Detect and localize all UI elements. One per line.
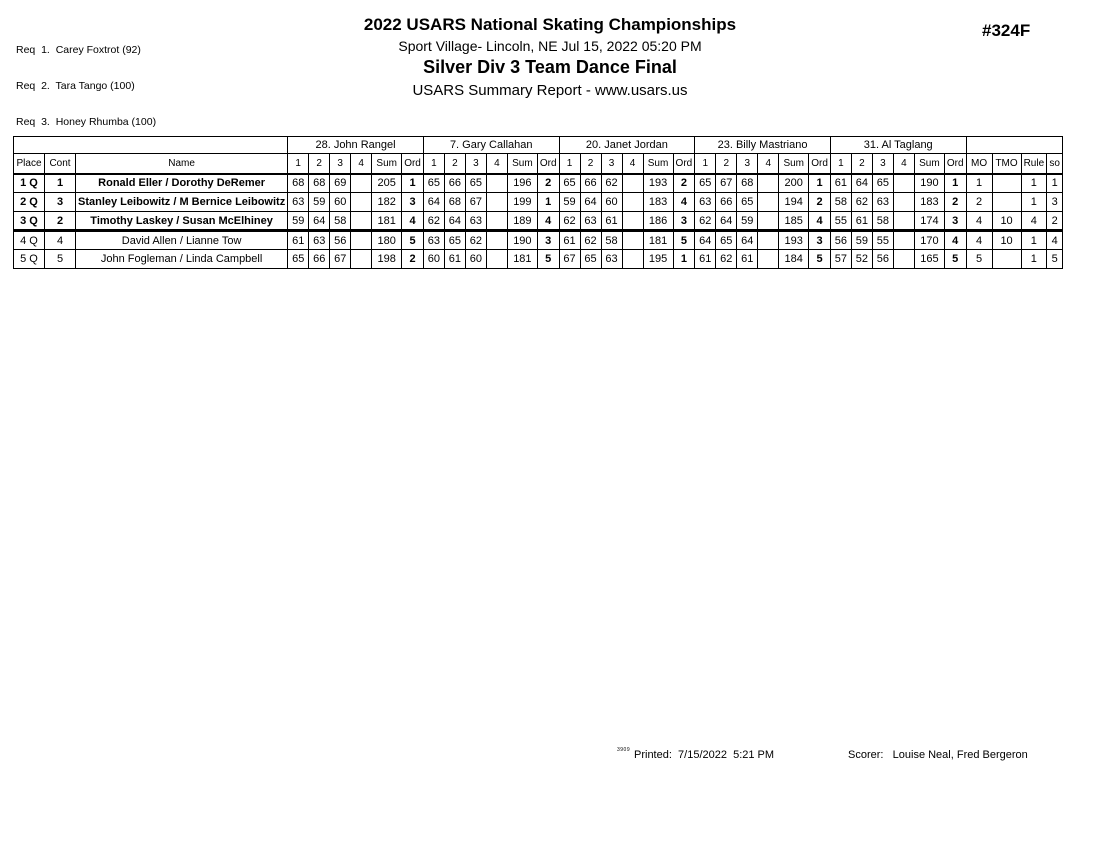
score-cell: 64 [695,231,716,250]
result-row [14,212,1063,231]
ordinal-cell: 5 [537,250,559,269]
sum-cell: 196 [507,174,537,193]
score-cell: 59 [737,212,758,231]
sum-cell: 190 [914,174,944,193]
column-header-cont: Cont [45,154,76,174]
column-header-sum: Sum [914,154,944,174]
column-header-3: 3 [465,154,486,174]
score-cell: 62 [716,250,737,269]
place-cell: 2 Q [14,193,45,212]
sum-cell: 182 [372,193,402,212]
tmo-cell [992,250,1021,269]
score-cell: 68 [737,174,758,193]
ordinal-cell: 4 [402,212,424,231]
score-cell: 58 [330,212,351,231]
score-cell: 65 [580,250,601,269]
score-cell [351,212,372,231]
score-cell [351,231,372,250]
score-cell: 66 [309,250,330,269]
tmo-cell [992,193,1021,212]
score-cell: 52 [851,250,872,269]
score-cell: 64 [423,193,444,212]
place-cell: 4 Q [14,231,45,250]
score-cell: 65 [423,174,444,193]
score-cell: 63 [465,212,486,231]
score-cell [622,193,643,212]
score-cell: 59 [851,231,872,250]
score-cell: 62 [559,212,580,231]
sum-cell: 199 [507,193,537,212]
score-cell: 67 [465,193,486,212]
ordinal-cell: 4 [809,212,831,231]
score-cell: 56 [872,250,893,269]
column-header-3: 3 [737,154,758,174]
requirement-line: Req 1. Carey Foxtrot (92) [16,44,141,56]
score-cell: 64 [309,212,330,231]
so-cell: 2 [1047,212,1063,231]
cont-cell: 3 [45,193,76,212]
rule-cell: 1 [1021,250,1047,269]
sum-cell: 200 [779,174,809,193]
score-cell: 56 [830,231,851,250]
judge-header-row [14,137,1063,154]
ordinal-cell: 4 [537,212,559,231]
score-cell: 55 [830,212,851,231]
score-cell: 60 [465,250,486,269]
cont-cell: 5 [45,250,76,269]
score-cell: 66 [444,174,465,193]
report-footer [0,746,1100,766]
mo-cell: 4 [966,212,992,231]
sum-cell: 180 [372,231,402,250]
column-header-1: 1 [559,154,580,174]
column-header-name: Name [76,154,288,174]
championship-title: 2022 USARS National Skating Championships [363,15,737,34]
score-cell: 61 [444,250,465,269]
column-header-ord: Ord [673,154,695,174]
printed-timestamp: Printed: 7/15/2022 5:21 PM [634,749,775,761]
judge-name-cell: 20. Janet Jordan [559,137,695,154]
sum-cell: 181 [372,212,402,231]
score-cell: 56 [330,231,351,250]
column-header-4: 4 [893,154,914,174]
column-header-ord: Ord [402,154,424,174]
score-cell [351,174,372,193]
ordinal-cell: 1 [673,250,695,269]
ordinal-cell: 2 [944,193,966,212]
score-cell: 59 [288,212,309,231]
score-cell: 58 [872,212,893,231]
column-header-sum: Sum [372,154,402,174]
ordinal-cell: 5 [809,250,831,269]
result-row [14,174,1063,193]
ordinal-cell: 3 [537,231,559,250]
mo-cell: 4 [966,231,992,250]
score-cell [893,250,914,269]
column-header-ord: Ord [537,154,559,174]
rule-cell: 1 [1021,231,1047,250]
score-cell: 59 [309,193,330,212]
ordinal-cell: 3 [673,212,695,231]
score-cell: 61 [737,250,758,269]
result-row [14,250,1063,269]
ordinal-cell: 1 [809,174,831,193]
column-header-3: 3 [872,154,893,174]
score-cell [486,231,507,250]
score-cell: 67 [716,174,737,193]
ordinal-cell: 2 [537,174,559,193]
cont-cell: 2 [45,212,76,231]
column-header-place: Place [14,154,45,174]
score-cell: 65 [872,174,893,193]
score-cell [758,174,779,193]
sum-cell: 186 [643,212,673,231]
score-cell [758,231,779,250]
judge-row-spacer-left [14,137,288,154]
column-header-2: 2 [580,154,601,174]
tmo-cell: 10 [992,212,1021,231]
judge-name-cell: 28. John Rangel [288,137,424,154]
column-header-tmo: TMO [992,154,1021,174]
sum-cell: 194 [779,193,809,212]
score-cell: 64 [444,212,465,231]
so-cell: 1 [1047,174,1063,193]
place-cell: 5 Q [14,250,45,269]
score-cell [486,212,507,231]
cont-cell: 1 [45,174,76,193]
mo-cell: 1 [966,174,992,193]
score-cell: 64 [851,174,872,193]
ordinal-cell: 3 [809,231,831,250]
column-header-sum: Sum [779,154,809,174]
mo-cell: 5 [966,250,992,269]
sum-cell: 189 [507,212,537,231]
score-cell: 62 [580,231,601,250]
sum-cell: 193 [779,231,809,250]
score-cell [758,250,779,269]
score-cell: 63 [288,193,309,212]
skater-name-cell: Ronald Eller / Dorothy DeRemer [76,174,288,193]
score-cell [758,193,779,212]
judge-name-cell: 23. Billy Mastriano [695,137,831,154]
score-cell: 62 [851,193,872,212]
version-mark: 3909 [617,747,631,753]
score-cell: 58 [601,231,622,250]
score-cell: 63 [872,193,893,212]
ordinal-cell: 1 [402,174,424,193]
rule-cell: 4 [1021,212,1047,231]
column-header-4: 4 [622,154,643,174]
column-header-row [14,154,1063,174]
ordinal-cell: 2 [402,250,424,269]
score-cell: 62 [423,212,444,231]
score-cell: 67 [559,250,580,269]
event-title: Silver Div 3 Team Dance Final [423,57,677,77]
result-row [14,193,1063,212]
score-cell: 66 [580,174,601,193]
place-cell: 1 Q [14,174,45,193]
sum-cell: 184 [779,250,809,269]
tmo-cell [992,174,1021,193]
score-cell [622,174,643,193]
so-cell: 4 [1047,231,1063,250]
column-header-ord: Ord [944,154,966,174]
column-header-mo: MO [966,154,992,174]
sum-cell: 181 [507,250,537,269]
ordinal-cell: 5 [673,231,695,250]
so-cell: 3 [1047,193,1063,212]
score-cell: 63 [423,231,444,250]
judge-name-cell: 31. Al Taglang [830,137,966,154]
score-cell: 61 [695,250,716,269]
score-cell: 65 [559,174,580,193]
column-header-ord: Ord [809,154,831,174]
ordinal-cell: 1 [537,193,559,212]
score-cell [351,250,372,269]
ordinal-cell: 4 [944,231,966,250]
sum-cell: 198 [372,250,402,269]
score-cell: 66 [716,193,737,212]
column-header-2: 2 [444,154,465,174]
score-cell: 60 [330,193,351,212]
score-cell: 68 [288,174,309,193]
score-cell: 64 [716,212,737,231]
ordinal-cell: 2 [673,174,695,193]
rule-cell: 1 [1021,193,1047,212]
score-cell: 64 [580,193,601,212]
skater-name-cell: Timothy Laskey / Susan McElhiney [76,212,288,231]
sum-cell: 190 [507,231,537,250]
score-cell: 61 [851,212,872,231]
column-header-1: 1 [423,154,444,174]
score-cell: 63 [695,193,716,212]
score-cell: 65 [695,174,716,193]
column-header-4: 4 [351,154,372,174]
score-cell: 61 [830,174,851,193]
column-header-4: 4 [758,154,779,174]
column-header-1: 1 [695,154,716,174]
result-row [14,231,1063,250]
sum-cell: 183 [914,193,944,212]
score-cell [486,174,507,193]
score-cell: 61 [601,212,622,231]
ordinal-cell: 5 [402,231,424,250]
column-header-2: 2 [851,154,872,174]
judge-name-cell: 7. Gary Callahan [423,137,559,154]
sum-cell: 165 [914,250,944,269]
score-cell: 65 [716,231,737,250]
column-header-so: so [1047,154,1063,174]
score-cell: 65 [465,174,486,193]
score-cell: 65 [444,231,465,250]
score-cell [486,193,507,212]
cont-cell: 4 [45,231,76,250]
ordinal-cell: 5 [944,250,966,269]
column-header-rule: Rule [1021,154,1047,174]
score-cell [893,231,914,250]
sum-cell: 183 [643,193,673,212]
score-cell: 64 [737,231,758,250]
score-cell [486,250,507,269]
results-table [13,136,1063,269]
ordinal-cell: 4 [673,193,695,212]
rule-cell: 1 [1021,174,1047,193]
report-header [0,15,1100,99]
score-cell: 55 [872,231,893,250]
sum-cell: 195 [643,250,673,269]
ordinal-cell: 2 [809,193,831,212]
score-cell: 61 [288,231,309,250]
score-cell: 63 [309,231,330,250]
sum-cell: 170 [914,231,944,250]
score-cell: 63 [601,250,622,269]
column-header-3: 3 [601,154,622,174]
score-cell: 68 [309,174,330,193]
score-cell [622,212,643,231]
so-cell: 5 [1047,250,1063,269]
column-header-3: 3 [330,154,351,174]
score-cell [758,212,779,231]
tmo-cell: 10 [992,231,1021,250]
score-cell: 61 [559,231,580,250]
score-cell [351,193,372,212]
score-cell: 68 [444,193,465,212]
venue-date-line: Sport Village- Lincoln, NE Jul 15, 2022 05:20 PM [398,38,702,54]
score-cell: 67 [330,250,351,269]
ordinal-cell: 3 [402,193,424,212]
column-header-1: 1 [288,154,309,174]
score-cell: 59 [559,193,580,212]
score-cell [622,250,643,269]
mo-cell: 2 [966,193,992,212]
score-cell: 58 [830,193,851,212]
place-cell: 3 Q [14,212,45,231]
sum-cell: 174 [914,212,944,231]
column-header-2: 2 [309,154,330,174]
sum-cell: 185 [779,212,809,231]
sum-cell: 181 [643,231,673,250]
scorer-names: Scorer: Louise Neal, Fred Bergeron [848,749,1028,761]
score-cell [893,212,914,231]
skater-name-cell: Stanley Leibowitz / M Bernice Leibowitz [76,193,288,212]
ordinal-cell: 3 [944,212,966,231]
score-cell: 60 [423,250,444,269]
score-cell: 57 [830,250,851,269]
column-header-2: 2 [716,154,737,174]
score-cell: 65 [288,250,309,269]
score-cell: 69 [330,174,351,193]
score-cell [893,193,914,212]
column-header-1: 1 [830,154,851,174]
judge-row-spacer-right [966,137,1063,154]
score-cell: 62 [695,212,716,231]
sum-cell: 193 [643,174,673,193]
score-cell: 63 [580,212,601,231]
requirement-line: Req 2. Tara Tango (100) [16,80,135,92]
score-cell: 65 [737,193,758,212]
event-number: #324F [982,21,1031,40]
ordinal-cell: 1 [944,174,966,193]
score-cell: 60 [601,193,622,212]
column-header-4: 4 [486,154,507,174]
skater-name-cell: John Fogleman / Linda Campbell [76,250,288,269]
column-header-sum: Sum [643,154,673,174]
requirement-line: Req 3. Honey Rhumba (100) [16,116,157,128]
score-cell [622,231,643,250]
score-cell: 62 [465,231,486,250]
report-type-line: USARS Summary Report - www.usars.us [412,82,688,99]
sum-cell: 205 [372,174,402,193]
column-header-sum: Sum [507,154,537,174]
score-cell [893,174,914,193]
score-cell: 62 [601,174,622,193]
skater-name-cell: David Allen / Lianne Tow [76,231,288,250]
